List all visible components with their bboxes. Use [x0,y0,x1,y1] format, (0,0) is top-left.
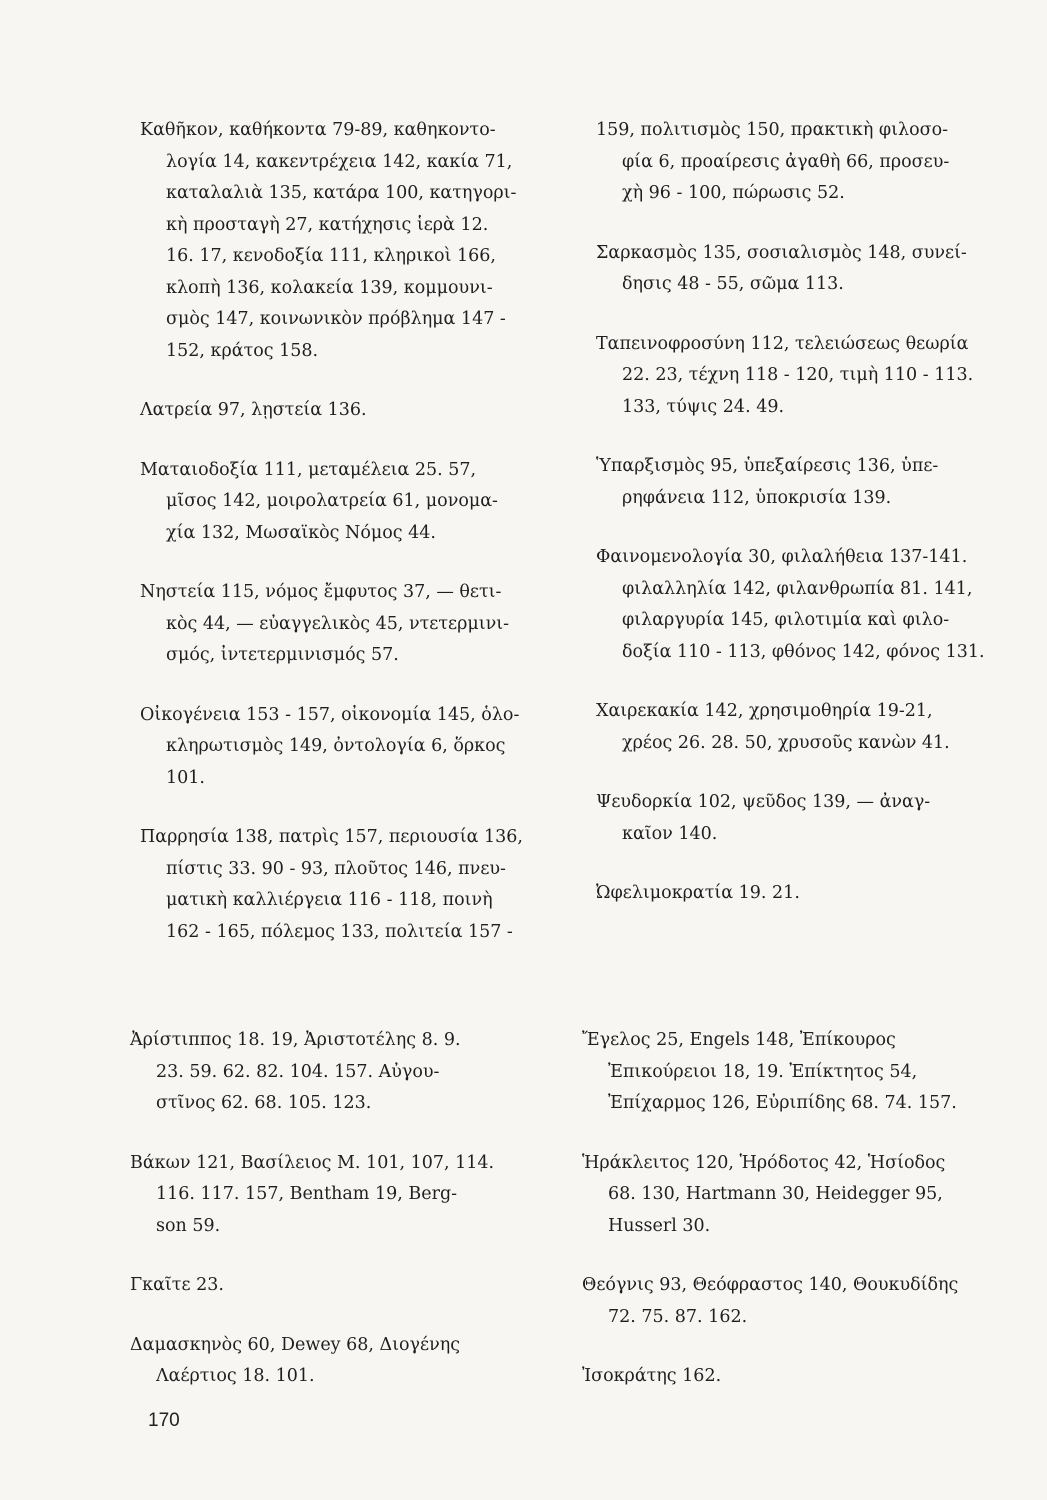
index-entry [582,1148,1027,1243]
index-entry-line: πίστις 33. 90 - 93, πλοῦτος 146, πνευ- [166,858,506,879]
index-entry-line: Γκαῖτε 23. [130,1275,224,1295]
index-entry-line: Ἀρίστιππος 18. 19, Ἀριστοτέλης 8. 9. [130,1030,461,1050]
name-index-right-column [582,1025,1027,1393]
index-entry-line: Ματαιοδοξία 111, μεταμέλεια 25. 57, [140,459,477,480]
page-number: 170 [148,1410,180,1431]
index-entry-line: κλοπὴ 136, κολακεία 139, κομμουνι- [166,277,493,298]
index-entry [130,1270,555,1302]
name-index-left-column [130,1025,555,1393]
index-entry-line: Δαμασκηνὸς 60, Dewey 68, Διογένης [130,1334,460,1355]
index-entry-line: ματικὴ καλλιέργεια 116 - 118, ποινὴ [166,890,493,910]
index-entry [582,1361,1027,1393]
index-entry [140,577,565,672]
index-entry [140,395,565,427]
index-entry-line: Λαέρτιος 18. 101. [156,1366,315,1386]
subject-index-right-column [596,115,1036,910]
index-entry-line: Οἰκογένεια 153 - 157, οἰκονομία 145, ὁλο- [140,704,520,725]
index-entry [596,329,1036,424]
index-entry-line: son 59. [156,1215,221,1236]
index-entry-line: 133, τύψις 24. 49. [622,396,785,417]
index-entry-line: δοξία 110 - 113, φθόνος 142, φόνος 131. [622,641,985,662]
index-entry-line: χία 132, Μωσαϊκὸς Νόμος 44. [166,522,436,543]
index-entry-line: 101. [166,767,205,788]
index-entry-line: 72. 75. 87. 162. [608,1306,748,1327]
index-entry [596,451,1036,514]
index-entry-line: Ἰσοκράτης 162. [582,1366,722,1386]
index-entry-line: Ταπεινοφροσύνη 112, τελειώσεως θεωρία [596,333,969,354]
index-entry-line: Ὑπαρξισμὸς 95, ὑπεξαίρεσις 136, ὑπε- [596,456,939,476]
index-entry-line: Ψευδορκία 102, ψεῦδος 139, — ἀναγ- [596,792,931,812]
index-entry-line: Φαινομενολογία 30, φιλαλήθεια 137-141. [596,547,968,567]
index-entry [596,878,1036,910]
index-entry-line: 159, πολιτισμὸς 150, πρακτικὴ φιλοσο- [596,120,949,140]
index-entry-line: φιλαλληλία 142, φιλανθρωπία 81. 141, [622,578,973,599]
index-entry-line: Husserl 30. [608,1215,711,1236]
index-entry-line: Παρρησία 138, πατρὶς 157, περιουσία 136, [140,827,523,847]
index-entry-line: καταλαλιὰ 135, κατάρα 100, κατηγορι- [166,183,517,203]
index-entry-line: ρηφάνεια 112, ὑποκρισία 139. [622,487,892,508]
index-entry-line: 162 - 165, πόλεμος 133, πολιτεία 157 - [166,921,513,942]
index-entry-line: Ἔγελος 25, Engels 148, Ἐπίκουρος [582,1030,896,1050]
index-entry-line: κὸς 44, — εὐαγγελικὸς 45, ντετερμινι- [166,613,510,634]
index-entry-line: φιλαργυρία 145, φιλοτιμία καὶ φιλο- [622,610,950,630]
index-entry [130,1330,555,1393]
index-entry-line: Λατρεία 97, λῃστεία 136. [140,400,367,420]
index-entry-line: καῖον 140. [622,823,718,844]
index-entry-line: Σαρκασμὸς 135, σοσιαλισμὸς 148, συνεί- [596,242,967,263]
index-entry-line: Θεόγνις 93, Θεόφραστος 140, Θουκυδίδης [582,1275,959,1295]
index-entry [596,787,1036,850]
index-entry-line: 116. 117. 157, Bentham 19, Berg- [156,1184,458,1204]
index-entry-line: λογία 14, κακεντρέχεια 142, κακία 71, [166,151,513,172]
index-entry-line: 23. 59. 62. 82. 104. 157. Αὐγου- [156,1061,440,1082]
index-entry-line: Βάκων 121, Βασίλειος Μ. 101, 107, 114. [130,1152,495,1173]
index-entry [596,238,1036,301]
index-entry-line: σμὸς 147, κοινωνικὸν πρόβλημα 147 - [166,309,506,329]
index-entry [596,115,1036,210]
index-entry [596,542,1036,668]
index-entry-line: Ἐπίχαρμος 126, Εὐριπίδης 68. 74. 157. [608,1093,957,1113]
index-entry-line: Ὠφελιμοκρατία 19. 21. [596,883,800,903]
index-entry-line: χρέος 26. 28. 50, χρυσοῦς κανὼν 41. [622,732,950,753]
index-entry-line: Ἡράκλειτος 120, Ἡρόδοτος 42, Ἡσίοδος [582,1152,946,1173]
index-entry [596,696,1036,759]
index-entry-line: Χαιρεκακία 142, χρησιμοθηρία 19-21, [596,701,933,721]
index-entry-line: φία 6, προαίρεσις ἀγαθὴ 66, προσευ- [622,151,950,172]
index-entry [140,700,565,795]
index-entry-line: 68. 130, Hartmann 30, Heidegger 95, [608,1184,943,1204]
index-entry [130,1025,555,1120]
index-entry-line: 22. 23, τέχνη 118 - 120, τιμὴ 110 - 113. [622,365,974,385]
index-entry [140,822,565,948]
index-entry-line: Καθῆκον, καθήκοντα 79-89, καθηκοντο- [140,120,496,140]
index-entry-line: στῖνος 62. 68. 105. 123. [156,1093,372,1113]
index-entry-line: χὴ 96 - 100, πώρωσις 52. [622,183,845,203]
subject-index-left-column [140,115,565,948]
index-entry-line: δησις 48 - 55, σῶμα 113. [622,274,844,294]
index-entry [582,1025,1027,1120]
index-entry-line: μῖσος 142, μοιρολατρεία 61, μονομα- [166,491,498,511]
index-entry-line: Ἐπικούρειοι 18, 19. Ἐπίκτητος 54, [608,1061,918,1082]
index-entry [582,1270,1027,1333]
index-entry-line: κληρωτισμὸς 149, ὀντολογία 6, ὅρκος [166,736,506,756]
index-entry [140,455,565,550]
index-entry-line: σμός, ἰντετερμινισμός 57. [166,645,399,665]
index-entry [130,1148,555,1243]
index-entry-line: 16. 17, κενοδοξία 111, κληρικοὶ 166, [166,246,496,266]
index-entry-line: 152, κράτος 158. [166,340,319,361]
index-entry [140,115,565,367]
index-entry-line: Νηστεία 115, νόμος ἔμφυτος 37, — θετι- [140,582,502,602]
index-entry-line: κὴ προσταγὴ 27, κατήχησις ἱερὰ 12. [166,214,489,235]
